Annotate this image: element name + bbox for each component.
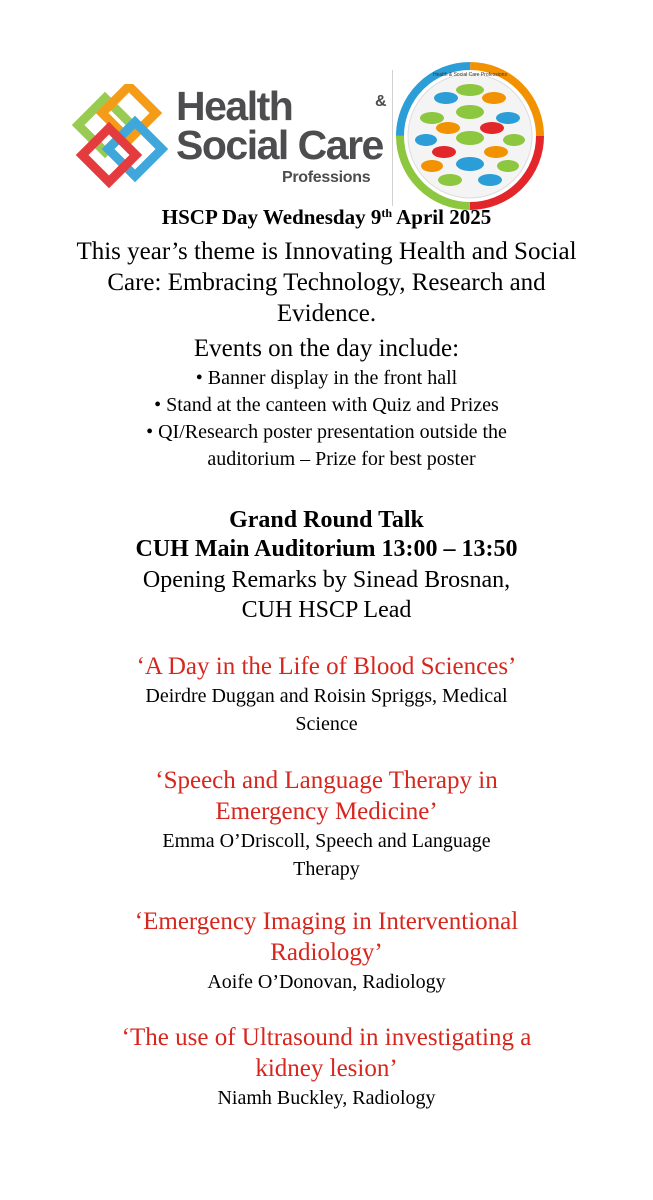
- event-title-sup: th: [381, 206, 393, 220]
- talk-title: Emergency Medicine’: [215, 798, 438, 825]
- opening-line: Opening Remarks by Sinead Brosnan,: [142, 567, 511, 593]
- logo-line-professions: Professions: [282, 169, 371, 186]
- talk-title: Radiology’: [270, 939, 383, 966]
- wheel-center-label: Health & Social Care Professions: [433, 72, 507, 78]
- logo-ampersand: &: [375, 93, 387, 110]
- logo-line-health: Health: [176, 83, 293, 129]
- grand-round-title: Grand Round Talk: [229, 507, 424, 533]
- hscp-logo-mark: [66, 84, 174, 192]
- talk-speaker: Emma O’Driscoll, Speech and Language: [162, 830, 491, 852]
- grand-round-opening: [0, 565, 653, 625]
- header: [0, 60, 653, 210]
- talk-4: [0, 1022, 653, 1112]
- list-item: auditorium – Prize for best poster: [207, 448, 476, 470]
- talk-2: [0, 765, 653, 883]
- event-title-end: April 2025: [392, 205, 492, 229]
- event-theme: This year’s theme is Innovating Health and Social Care: Embracing Technology, Research and Evidence.: [76, 238, 577, 327]
- talk-title: ‘Speech and Language Therapy in: [155, 767, 498, 794]
- talk-speaker: Niamh Buckley, Radiology: [217, 1087, 436, 1109]
- talk-title: ‘A Day in the Life of Blood Sciences’: [136, 653, 517, 680]
- header-divider: [392, 70, 393, 206]
- grand-round-venue: CUH Main Auditorium 13:00 – 13:50: [135, 536, 518, 562]
- event-title: [0, 204, 653, 230]
- logo-line-social-care: Social Care: [176, 122, 383, 168]
- opening-line: CUH HSCP Lead: [241, 597, 412, 623]
- talk-speaker: Deirdre Duggan and Roisin Spriggs, Medical: [145, 685, 508, 707]
- talk-1: [0, 651, 653, 738]
- list-item: • Stand at the canteen with Quiz and Prizes: [154, 394, 499, 416]
- events-intro: Events on the day include:: [193, 335, 460, 362]
- events-list: [0, 365, 653, 473]
- list-item: • Banner display in the front hall: [195, 367, 458, 389]
- professions-wheel-logo: [396, 62, 544, 210]
- talk-title: ‘The use of Ultrasound in investigating a: [121, 1024, 532, 1051]
- talk-speaker: Aoife O’Donovan, Radiology: [207, 971, 446, 993]
- talk-title: kidney lesion’: [255, 1055, 398, 1082]
- talk-speaker: Science: [295, 713, 358, 735]
- list-item: • QI/Research poster presentation outside the: [146, 421, 507, 443]
- talk-speaker: Therapy: [293, 858, 360, 880]
- talk-3: [0, 906, 653, 996]
- event-title-main: HSCP Day Wednesday 9: [161, 205, 382, 229]
- talk-title: ‘Emergency Imaging in Interventional: [134, 908, 519, 935]
